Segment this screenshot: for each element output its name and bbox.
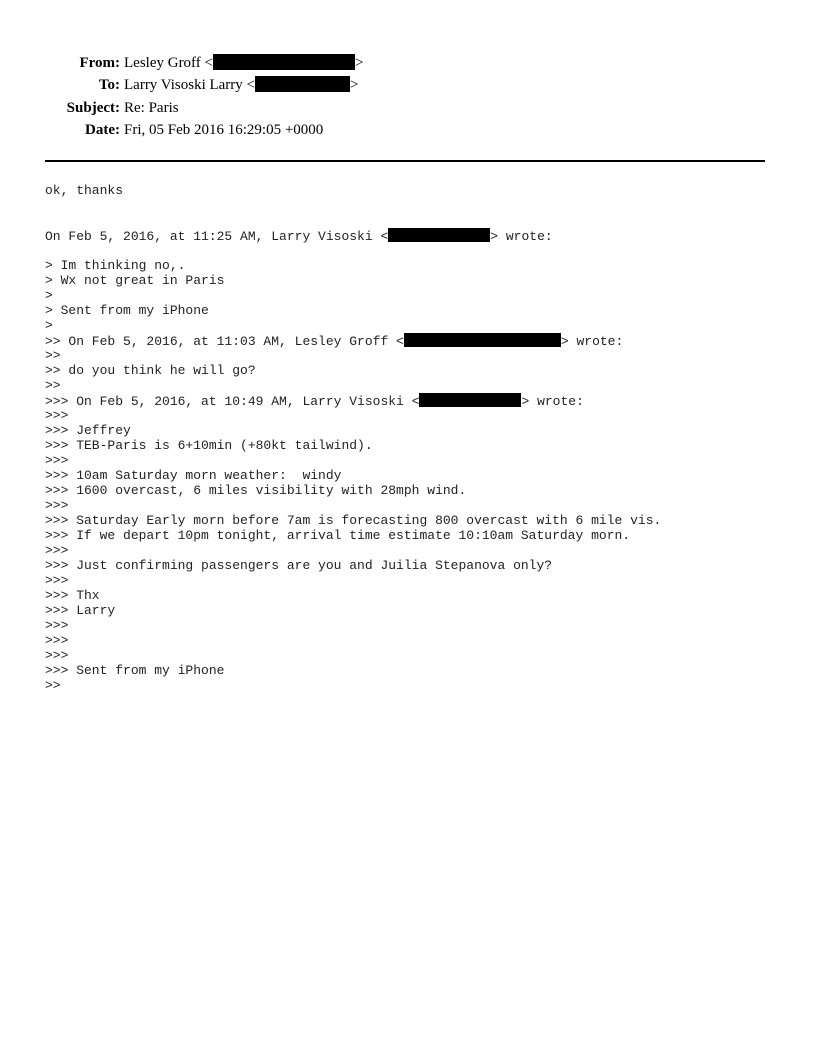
attribution-end: > wrote: (560, 334, 624, 349)
quote-attribution (45, 333, 785, 348)
quoted-line: > Sent from my iPhone (45, 303, 209, 318)
quoted-line: >>> Just confirming passengers are you and Juilia Stepanova only? (45, 558, 553, 573)
quoted-line: >>> (45, 633, 69, 648)
attribution-text: >> On Feb 5, 2016, at 11:03 AM, Lesley Groff < (45, 334, 404, 349)
quoted-line: > (45, 288, 53, 303)
quoted-line: >>> Jeffrey (45, 423, 131, 438)
redaction-box (388, 228, 490, 242)
quoted-line: >>> Larry (45, 603, 116, 618)
header-divider (45, 160, 765, 162)
quote-attribution (45, 228, 785, 243)
quoted-line: >> (45, 678, 61, 693)
date-label: Date: (85, 121, 120, 138)
from-name: Lesley Groff < (124, 55, 213, 71)
blank-line (45, 243, 785, 258)
quoted-line: >>> (45, 543, 69, 558)
quoted-line: >>> Thx (45, 588, 100, 603)
quoted-line: >>> (45, 618, 69, 633)
quoted-line: >>> Saturday Early morn before 7am is forecasting 800 overcast with 6 mile vis. (45, 513, 662, 528)
quoted-line: > (45, 318, 53, 333)
quoted-line: > Im thinking no,. (45, 258, 186, 273)
to-name: Larry Visoski Larry < (124, 77, 256, 94)
date-value: Fri, 05 Feb 2016 16:29:05 +0000 (124, 121, 324, 138)
redaction-box (419, 393, 521, 407)
quoted-line: >>> (45, 408, 69, 423)
quoted-line: >> (45, 348, 61, 363)
quoted-line: >>> (45, 498, 69, 513)
quoted-line: >>> 1600 overcast, 6 miles visibility with 28mph wind. (45, 483, 467, 498)
quoted-line: >>> (45, 573, 69, 588)
redaction-box (404, 333, 561, 347)
to-close: > (350, 77, 359, 94)
redaction-box (213, 54, 355, 70)
quoted-line: >>> Sent from my iPhone (45, 663, 225, 678)
attribution-end: > wrote: (490, 229, 553, 244)
redaction-box (255, 76, 350, 92)
email-body (45, 183, 785, 693)
from-label: From: (79, 55, 120, 71)
from-close: > (355, 55, 364, 71)
attribution-text: On Feb 5, 2016, at 11:25 AM, Larry Visoski < (45, 229, 389, 244)
blank-line (45, 198, 785, 213)
quoted-line: >>> 10am Saturday morn weather: windy (45, 468, 342, 483)
quoted-line: > Wx not great in Paris (45, 273, 225, 288)
blank-line (45, 213, 785, 228)
quoted-line: >> (45, 378, 61, 393)
to-label: To: (98, 77, 120, 94)
quoted-line: >> do you think he will go? (45, 363, 256, 378)
quoted-line: >>> TEB-Paris is 6+10min (+80kt tailwind). (45, 438, 373, 453)
quoted-line: >>> If we depart 10pm tonight, arrival time estimate 10:10am Saturday morn. (45, 528, 631, 543)
quote-attribution (45, 393, 785, 408)
attribution-end: > wrote: (521, 394, 584, 409)
subject-value: Re: Paris (124, 99, 179, 116)
quoted-line: >>> (45, 648, 69, 663)
attribution-text: >>> On Feb 5, 2016, at 10:49 AM, Larry Visoski < (45, 394, 420, 409)
reply-line: ok, thanks (45, 183, 124, 198)
to-value (124, 74, 358, 96)
quoted-line: >>> (45, 453, 69, 468)
from-value (124, 52, 363, 74)
subject-label: Subject: (66, 99, 120, 116)
